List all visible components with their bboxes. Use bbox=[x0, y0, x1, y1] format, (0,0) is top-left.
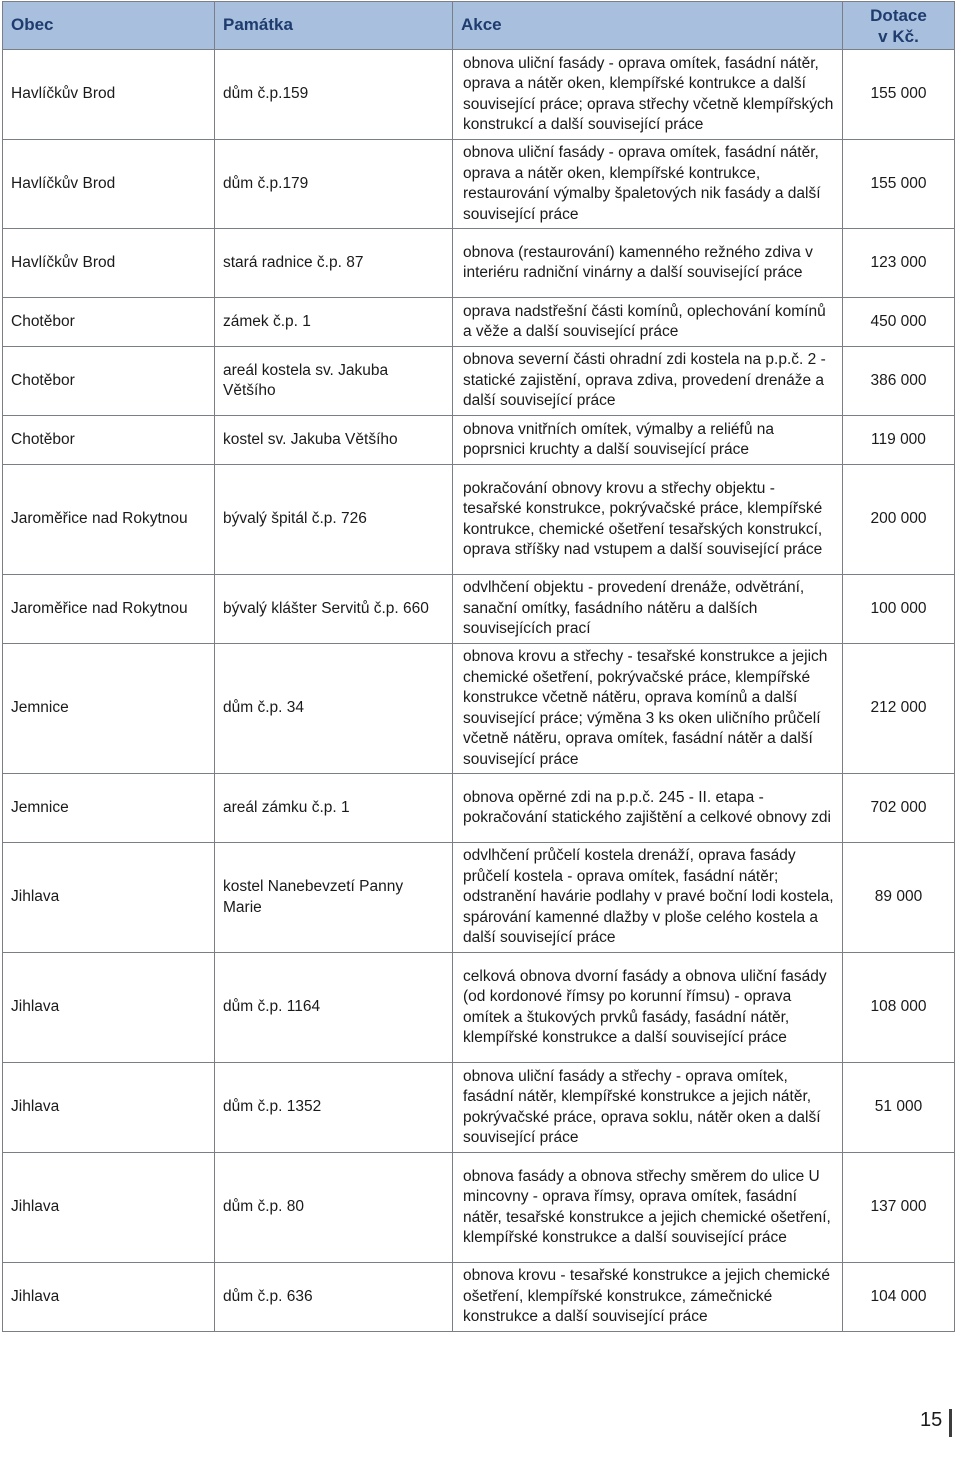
table-row bbox=[3, 1153, 955, 1263]
cell-dotace: 212 000 bbox=[843, 644, 955, 774]
grants-table bbox=[2, 1, 955, 1332]
cell-dotace: 155 000 bbox=[843, 50, 955, 140]
cell-obec: Jemnice bbox=[3, 774, 215, 843]
cell-pamatka: dům č.p. 1164 bbox=[215, 953, 453, 1063]
cell-akce: obnova fasády a obnova střechy směrem do ulice U mincovny - oprava římsy, oprava omítek, fasádní nátěr, tesařské konstrukce a jejich chemické ošetření, klempířské konstrukce a další související práce bbox=[453, 1153, 843, 1263]
cell-akce: obnova uliční fasády - oprava omítek, fasádní nátěr, oprava a nátěr oken, klempířské kontrukce a další související práce; oprava střechy včetně klempířských konstrukcí a další související práce bbox=[453, 50, 843, 140]
cell-pamatka: kostel sv. Jakuba Většího bbox=[215, 416, 453, 465]
cell-dotace: 200 000 bbox=[843, 465, 955, 575]
table-row bbox=[3, 50, 955, 140]
cell-dotace: 108 000 bbox=[843, 953, 955, 1063]
cell-obec: Jihlava bbox=[3, 1063, 215, 1153]
cell-obec: Jihlava bbox=[3, 953, 215, 1063]
cell-akce: obnova severní části ohradní zdi kostela na p.p.č. 2 - statické zajistění, oprava zdiva, provedení drenáže a další související práce bbox=[453, 347, 843, 416]
page-number-bar bbox=[949, 1409, 952, 1437]
cell-akce: pokračování obnovy krovu a střechy objektu - tesařské konstrukce, pokrývačské práce, klempířské kontrukce, chemické ošetření tesařských konstrukcí, oprava stříšky nad vstupem a další související práce bbox=[453, 465, 843, 575]
header-akce: Akce bbox=[453, 2, 843, 50]
cell-akce: obnova krovu a střechy - tesařské konstrukce a jejich chemické ošetření, pokrývačské práce, klempířské konstrukce včetně nátěru, oprava komínů a další související práce; výměna 3 ks oken uličního průčelí včetně nátěru, oprava omítek, fasádní nátěr a další související práce bbox=[453, 644, 843, 774]
cell-obec: Jaroměřice nad Rokytnou bbox=[3, 575, 215, 644]
cell-pamatka: dům č.p.179 bbox=[215, 140, 453, 229]
cell-obec: Chotěbor bbox=[3, 347, 215, 416]
cell-pamatka: dům č.p. 636 bbox=[215, 1263, 453, 1332]
table-row bbox=[3, 465, 955, 575]
header-row bbox=[3, 2, 955, 50]
cell-pamatka: bývalý špitál č.p. 726 bbox=[215, 465, 453, 575]
cell-obec: Havlíčkův Brod bbox=[3, 229, 215, 298]
cell-akce: obnova uliční fasády - oprava omítek, fasádní nátěr, oprava a nátěr oken, klempířské kontrukce, restaurování výmalby špaletových nik fasády a další související práce bbox=[453, 140, 843, 229]
header-pamatka: Památka bbox=[215, 2, 453, 50]
table-row bbox=[3, 416, 955, 465]
header-dotace-line2: v Kč. bbox=[878, 26, 919, 46]
cell-akce: celková obnova dvorní fasády a obnova uliční fasády (od kordonové římsy po korunní římsu) - oprava omítek a štukových prvků fasády, fasádní nátěr, klempířské konstrukce a další související práce bbox=[453, 953, 843, 1063]
cell-dotace: 155 000 bbox=[843, 140, 955, 229]
cell-obec: Jemnice bbox=[3, 644, 215, 774]
cell-obec: Havlíčkův Brod bbox=[3, 50, 215, 140]
table-row bbox=[3, 953, 955, 1063]
cell-dotace: 104 000 bbox=[843, 1263, 955, 1332]
cell-pamatka: kostel Nanebevzetí Panny Marie bbox=[215, 843, 453, 953]
cell-dotace: 100 000 bbox=[843, 575, 955, 644]
table-row bbox=[3, 575, 955, 644]
table-row bbox=[3, 140, 955, 229]
cell-dotace: 123 000 bbox=[843, 229, 955, 298]
cell-dotace: 89 000 bbox=[843, 843, 955, 953]
cell-pamatka: zámek č.p. 1 bbox=[215, 298, 453, 347]
cell-obec: Jaroměřice nad Rokytnou bbox=[3, 465, 215, 575]
cell-pamatka: dům č.p.159 bbox=[215, 50, 453, 140]
cell-dotace: 119 000 bbox=[843, 416, 955, 465]
table-row bbox=[3, 229, 955, 298]
cell-akce: obnova opěrné zdi na p.p.č. 245 - II. etapa - pokračování statického zajištění a celkové obnovy zdi bbox=[453, 774, 843, 843]
cell-pamatka: areál zámku č.p. 1 bbox=[215, 774, 453, 843]
cell-akce: obnova (restaurování) kamenného režného zdiva v interiéru radniční vinárny a další související práce bbox=[453, 229, 843, 298]
header-dotace-line1: Dotace bbox=[870, 5, 927, 25]
cell-pamatka: dům č.p. 34 bbox=[215, 644, 453, 774]
cell-obec: Chotěbor bbox=[3, 416, 215, 465]
cell-obec: Jihlava bbox=[3, 1263, 215, 1332]
table-row bbox=[3, 774, 955, 843]
cell-obec: Jihlava bbox=[3, 1153, 215, 1263]
cell-dotace: 450 000 bbox=[843, 298, 955, 347]
header-dotace bbox=[843, 2, 955, 50]
cell-pamatka: areál kostela sv. Jakuba Většího bbox=[215, 347, 453, 416]
table-header bbox=[3, 2, 955, 50]
cell-dotace: 386 000 bbox=[843, 347, 955, 416]
cell-obec: Havlíčkův Brod bbox=[3, 140, 215, 229]
table-row bbox=[3, 1263, 955, 1332]
cell-dotace: 137 000 bbox=[843, 1153, 955, 1263]
table-row bbox=[3, 644, 955, 774]
cell-akce: obnova krovu - tesařské konstrukce a jejich chemické ošetření, klempířské konstrukce, zámečnické konstrukce a další související práce bbox=[453, 1263, 843, 1332]
cell-pamatka: stará radnice č.p. 87 bbox=[215, 229, 453, 298]
table-row bbox=[3, 298, 955, 347]
cell-obec: Chotěbor bbox=[3, 298, 215, 347]
header-obec: Obec bbox=[3, 2, 215, 50]
cell-obec: Jihlava bbox=[3, 843, 215, 953]
cell-akce: obnova vnitřních omítek, výmalby a reliéfů na poprsnici kruchty a další související práce bbox=[453, 416, 843, 465]
table-row bbox=[3, 347, 955, 416]
cell-akce: oprava nadstřešní části komínů, oplechování komínů a věže a další související práce bbox=[453, 298, 843, 347]
cell-dotace: 51 000 bbox=[843, 1063, 955, 1153]
table-body bbox=[3, 50, 955, 1332]
page-number: 15 bbox=[920, 1409, 943, 1431]
table-row bbox=[3, 1063, 955, 1153]
cell-dotace: 702 000 bbox=[843, 774, 955, 843]
cell-akce: odvlhčení objektu - provedení drenáže, odvětrání, sanační omítky, fasádního nátěru a dalších souvisejících prací bbox=[453, 575, 843, 644]
cell-pamatka: bývalý klášter Servitů č.p. 660 bbox=[215, 575, 453, 644]
cell-pamatka: dům č.p. 1352 bbox=[215, 1063, 453, 1153]
cell-akce: obnova uliční fasády a střechy - oprava omítek, fasádní nátěr, klempířské konstrukce a jejich nátěr, pokrývačské práce, oprava soklu, nátěr oken a další související práce bbox=[453, 1063, 843, 1153]
table-row bbox=[3, 843, 955, 953]
cell-akce: odvlhčení průčelí kostela drenáží, oprava fasády průčelí kostela - oprava omítek, fasádní nátěr; odstranění havárie podlahy v pravé boční lodi kostela, spárování kamenné dlažby v ploše celého kostela a další související práce bbox=[453, 843, 843, 953]
cell-pamatka: dům č.p. 80 bbox=[215, 1153, 453, 1263]
